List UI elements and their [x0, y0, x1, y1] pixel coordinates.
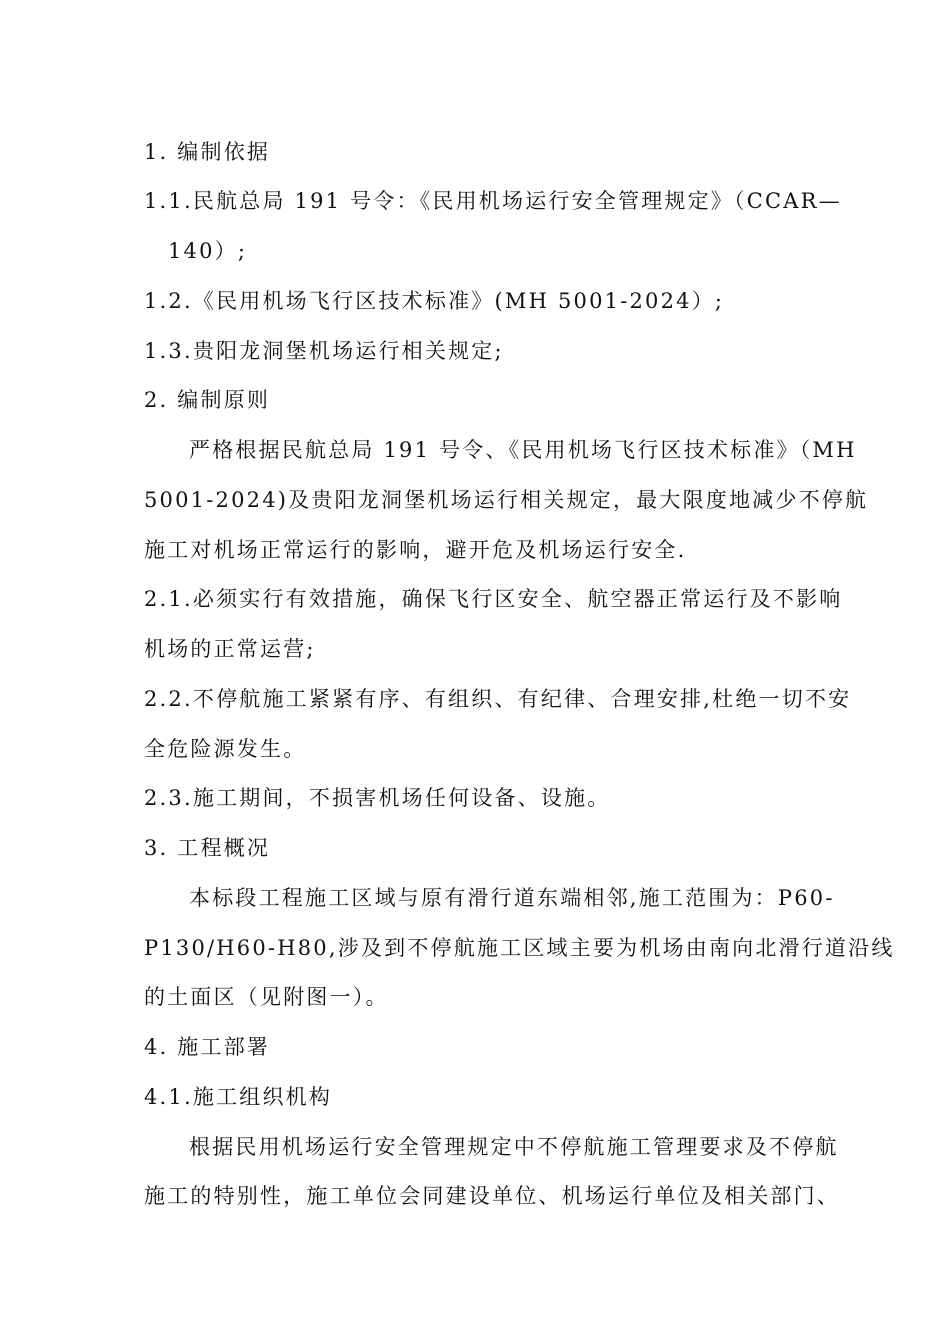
heading-2: 2. 编制原则 [144, 388, 271, 412]
paragraph-2-2: 2.2.不停航施工紧紧有序、有组织、有纪律、合理安排,杜绝一切不安 [144, 687, 852, 711]
paragraph-1-2: 1.2.《民用机场飞行区技术标准》(MH 5001-2024）; [144, 289, 725, 313]
paragraph-4-1-cont: 施工的特别性，施工单位会同建设单位、机场运行单位及相关部门、 [144, 1184, 840, 1208]
paragraph-1-1: 1.1.民航总局 191 号令：《民用机场运行安全管理规定》（CCAR— [144, 189, 842, 213]
paragraph-2-1: 2.1.必须实行有效措施，确保飞行区安全、航空器正常运行及不影响 [144, 587, 843, 611]
paragraph-4-1: 根据民用机场运行安全管理规定中不停航施工管理要求及不停航 [189, 1135, 839, 1159]
heading-4: 4. 施工部署 [144, 1035, 271, 1059]
paragraph-2-1-cont: 机场的正常运营; [144, 637, 316, 661]
paragraph-3-cont2: 的土面区（见附图一）。 [144, 985, 389, 1009]
paragraph-1-1-cont: 140）; [168, 239, 248, 263]
paragraph-2-2-cont: 全危险源发生。 [144, 737, 307, 761]
paragraph-2-3: 2.3.施工期间，不损害机场任何设备、设施。 [144, 786, 611, 810]
heading-3: 3. 工程概况 [144, 836, 271, 860]
paragraph-1-3: 1.3.贵阳龙洞堡机场运行相关规定; [144, 339, 504, 363]
paragraph-3: 本标段工程施工区域与原有滑行道东端相邻,施工范围为：P60- [189, 886, 835, 910]
paragraph-3-cont1: P130/H60-H80,涉及到不停航施工区域主要为机场由南向北滑行道沿线 [144, 936, 895, 960]
heading-4-1: 4.1.施工组织机构 [144, 1085, 333, 1109]
paragraph-2-intro: 严格根据民航总局 191 号令、《民用机场飞行区技术标准》（MH [189, 438, 857, 462]
heading-1: 1. 编制依据 [144, 140, 271, 164]
paragraph-2-intro-cont1: 5001-2024)及贵阳龙洞堡机场运行相关规定，最大限度地减少不停航 [144, 488, 869, 512]
paragraph-2-intro-cont2: 施工对机场正常运行的影响，避开危及机场运行安全. [144, 538, 687, 562]
